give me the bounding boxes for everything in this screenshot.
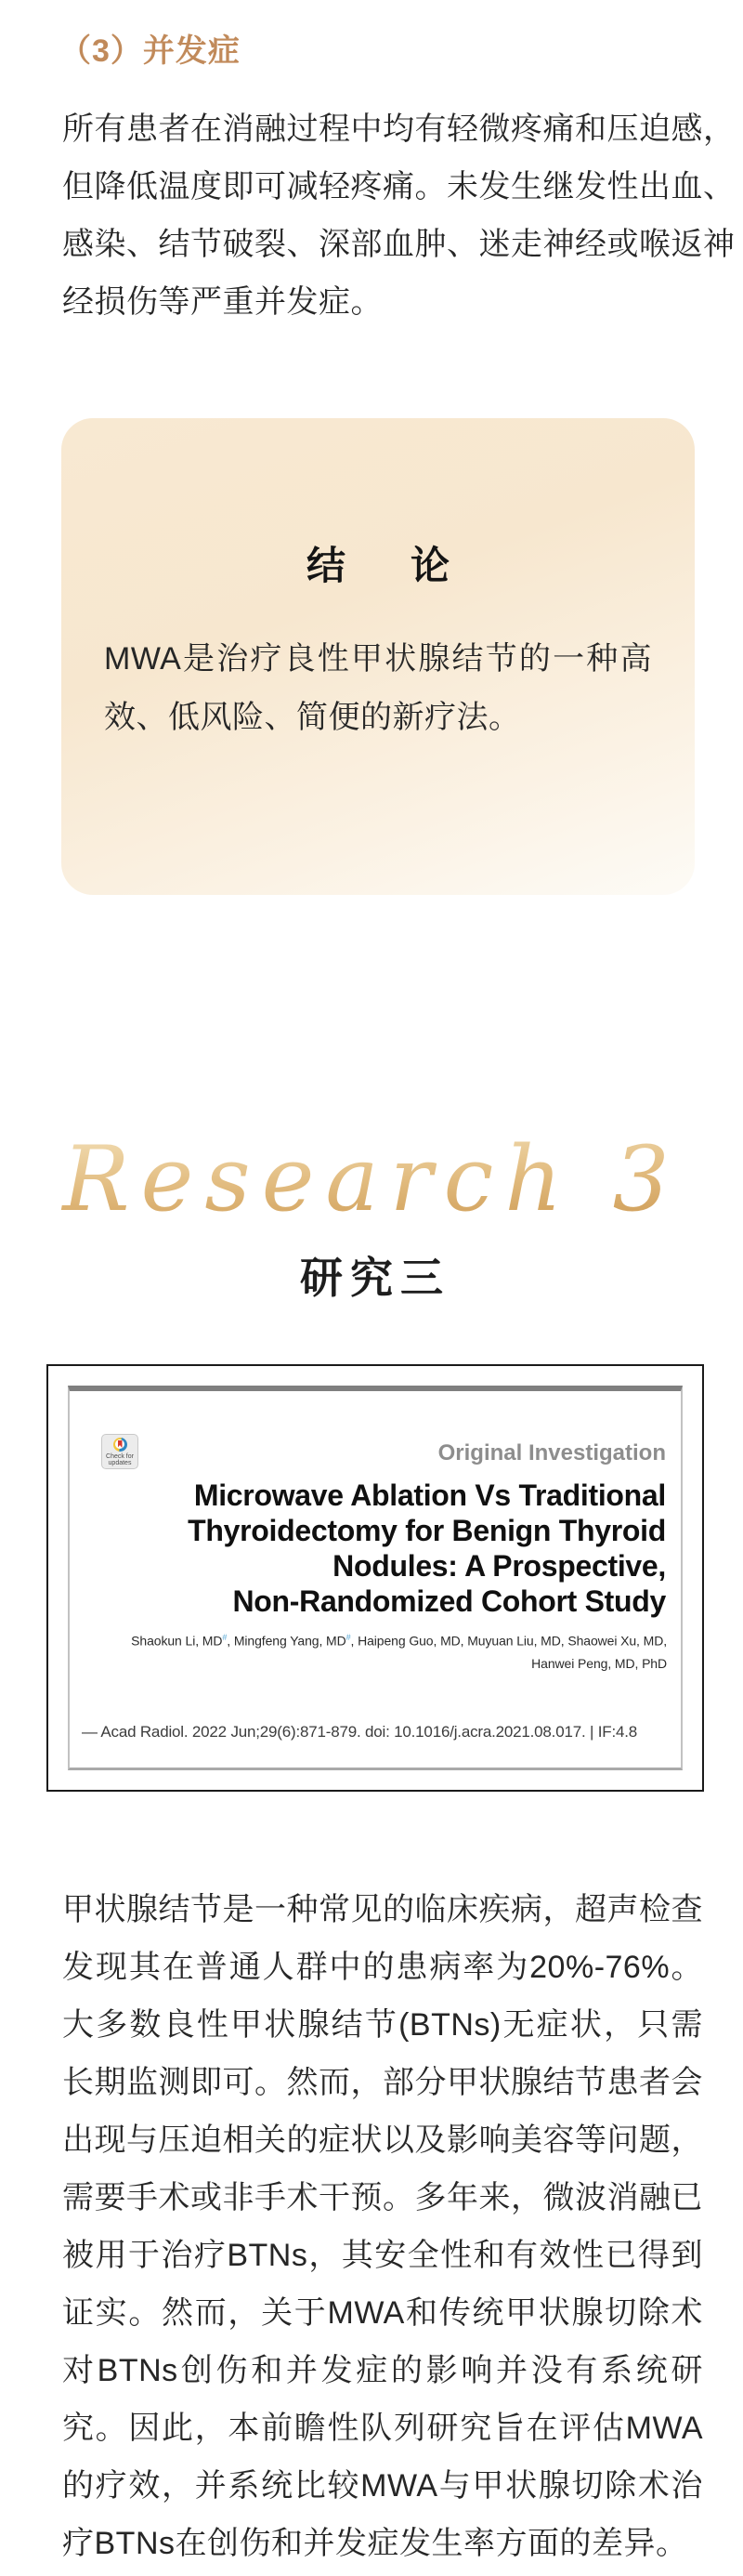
text-line: 对BTNs创伤和并发症的影响并没有系统研 (62, 2352, 703, 2388)
research-script-title: Research 3 (0, 1124, 743, 1235)
text-line: 发现其在普通人群中的患病率为20%-76%。 (62, 1949, 703, 1985)
text-line: MWA是治疗良性甲状腺结节的一种高 (104, 641, 652, 677)
text-line: 感染、结节破裂、深部血肿、迷走神经或喉返神 (62, 227, 736, 262)
authors-line-1 (70, 1626, 667, 1652)
author-name: Shaokun Li, MD (131, 1633, 223, 1649)
badge-label (106, 1453, 134, 1466)
paragraph-complications (62, 100, 736, 331)
citation-inner-frame (68, 1386, 683, 1770)
text-line: 证实。然而，关于MWA和传统甲状腺切除术 (62, 2294, 703, 2331)
text-line: 所有患者在消融过程中均有轻微疼痛和压迫感， (62, 112, 736, 147)
authors-block (70, 1626, 681, 1675)
text-line: 效、低风险、简便的新疗法。 (104, 700, 521, 735)
badge-label-line1: Check for (106, 1452, 134, 1460)
conclusion-card (61, 418, 695, 895)
paper-title-line: Microwave Ablation Vs Traditional (193, 1479, 666, 1512)
text-line: 出现与压迫相关的症状以及影响美容等问题， (62, 2122, 703, 2158)
author-name: , Haipeng Guo, MD, Muyuan Liu, MD, Shaowei Xu, MD, (350, 1633, 667, 1649)
crossmark-bookmark-icon (115, 1439, 124, 1449)
text-line: 究。因此，本前瞻性队列研究旨在评估MWA (62, 2410, 703, 2446)
text-line: 但降低温度即可减轻疼痛。未发生继发性出血、 (62, 169, 736, 204)
text-line: 需要手术或非手术干预。多年来，微波消融已 (62, 2179, 703, 2215)
paragraph-introduction (62, 1881, 703, 2572)
paper-title-line: Nodules: A Prospective, (332, 1549, 666, 1583)
research-chinese-title: 研究三 (300, 1253, 450, 1303)
category-label: Original Investigation (437, 1440, 666, 1465)
badge-label-line2: updates (108, 1459, 132, 1466)
conclusion-text (104, 630, 652, 747)
crossmark-icon (113, 1438, 127, 1452)
paper-title (70, 1478, 681, 1619)
text-line: 的疗效，并系统比较MWA与甲状腺切除术治 (62, 2467, 703, 2504)
citation-card (46, 1364, 704, 1792)
paper-title-line: Thyroidectomy for Benign Thyroid (188, 1514, 666, 1547)
check-for-updates-badge (101, 1434, 138, 1469)
text-line: 甲状腺结节是一种常见的临床疾病，超声检查 (62, 1891, 703, 1927)
text-line: 经损伤等严重并发症。 (62, 284, 383, 320)
author-affiliation-mark: # (345, 1633, 351, 1642)
text-line: 被用于治疗BTNs，其安全性和有效性已得到 (62, 2237, 703, 2273)
text-line: 疗BTNs在创伤和并发症发生率方面的差异。 (62, 2525, 688, 2561)
author-affiliation-mark: # (222, 1633, 228, 1642)
authors-line-2: Hanwei Peng, MD, PhD (531, 1655, 667, 1671)
author-name: , Mingfeng Yang, MD (227, 1633, 346, 1649)
section-heading: （3）并发症 (59, 33, 241, 69)
conclusion-title: 结 论 (306, 543, 463, 588)
paper-title-line: Non-Randomized Cohort Study (232, 1584, 666, 1618)
text-line: 长期监测即可。然而，部分甲状腺结节患者会 (62, 2064, 703, 2100)
text-line: 大多数良性甲状腺结节(BTNs)无症状，只需 (62, 2006, 703, 2043)
reference-text: — Acad Radiol. 2022 Jun;29(6):871-879. doi: 10.1016/j.acra.2021.08.017. | IF:4.8 (82, 1722, 638, 1741)
